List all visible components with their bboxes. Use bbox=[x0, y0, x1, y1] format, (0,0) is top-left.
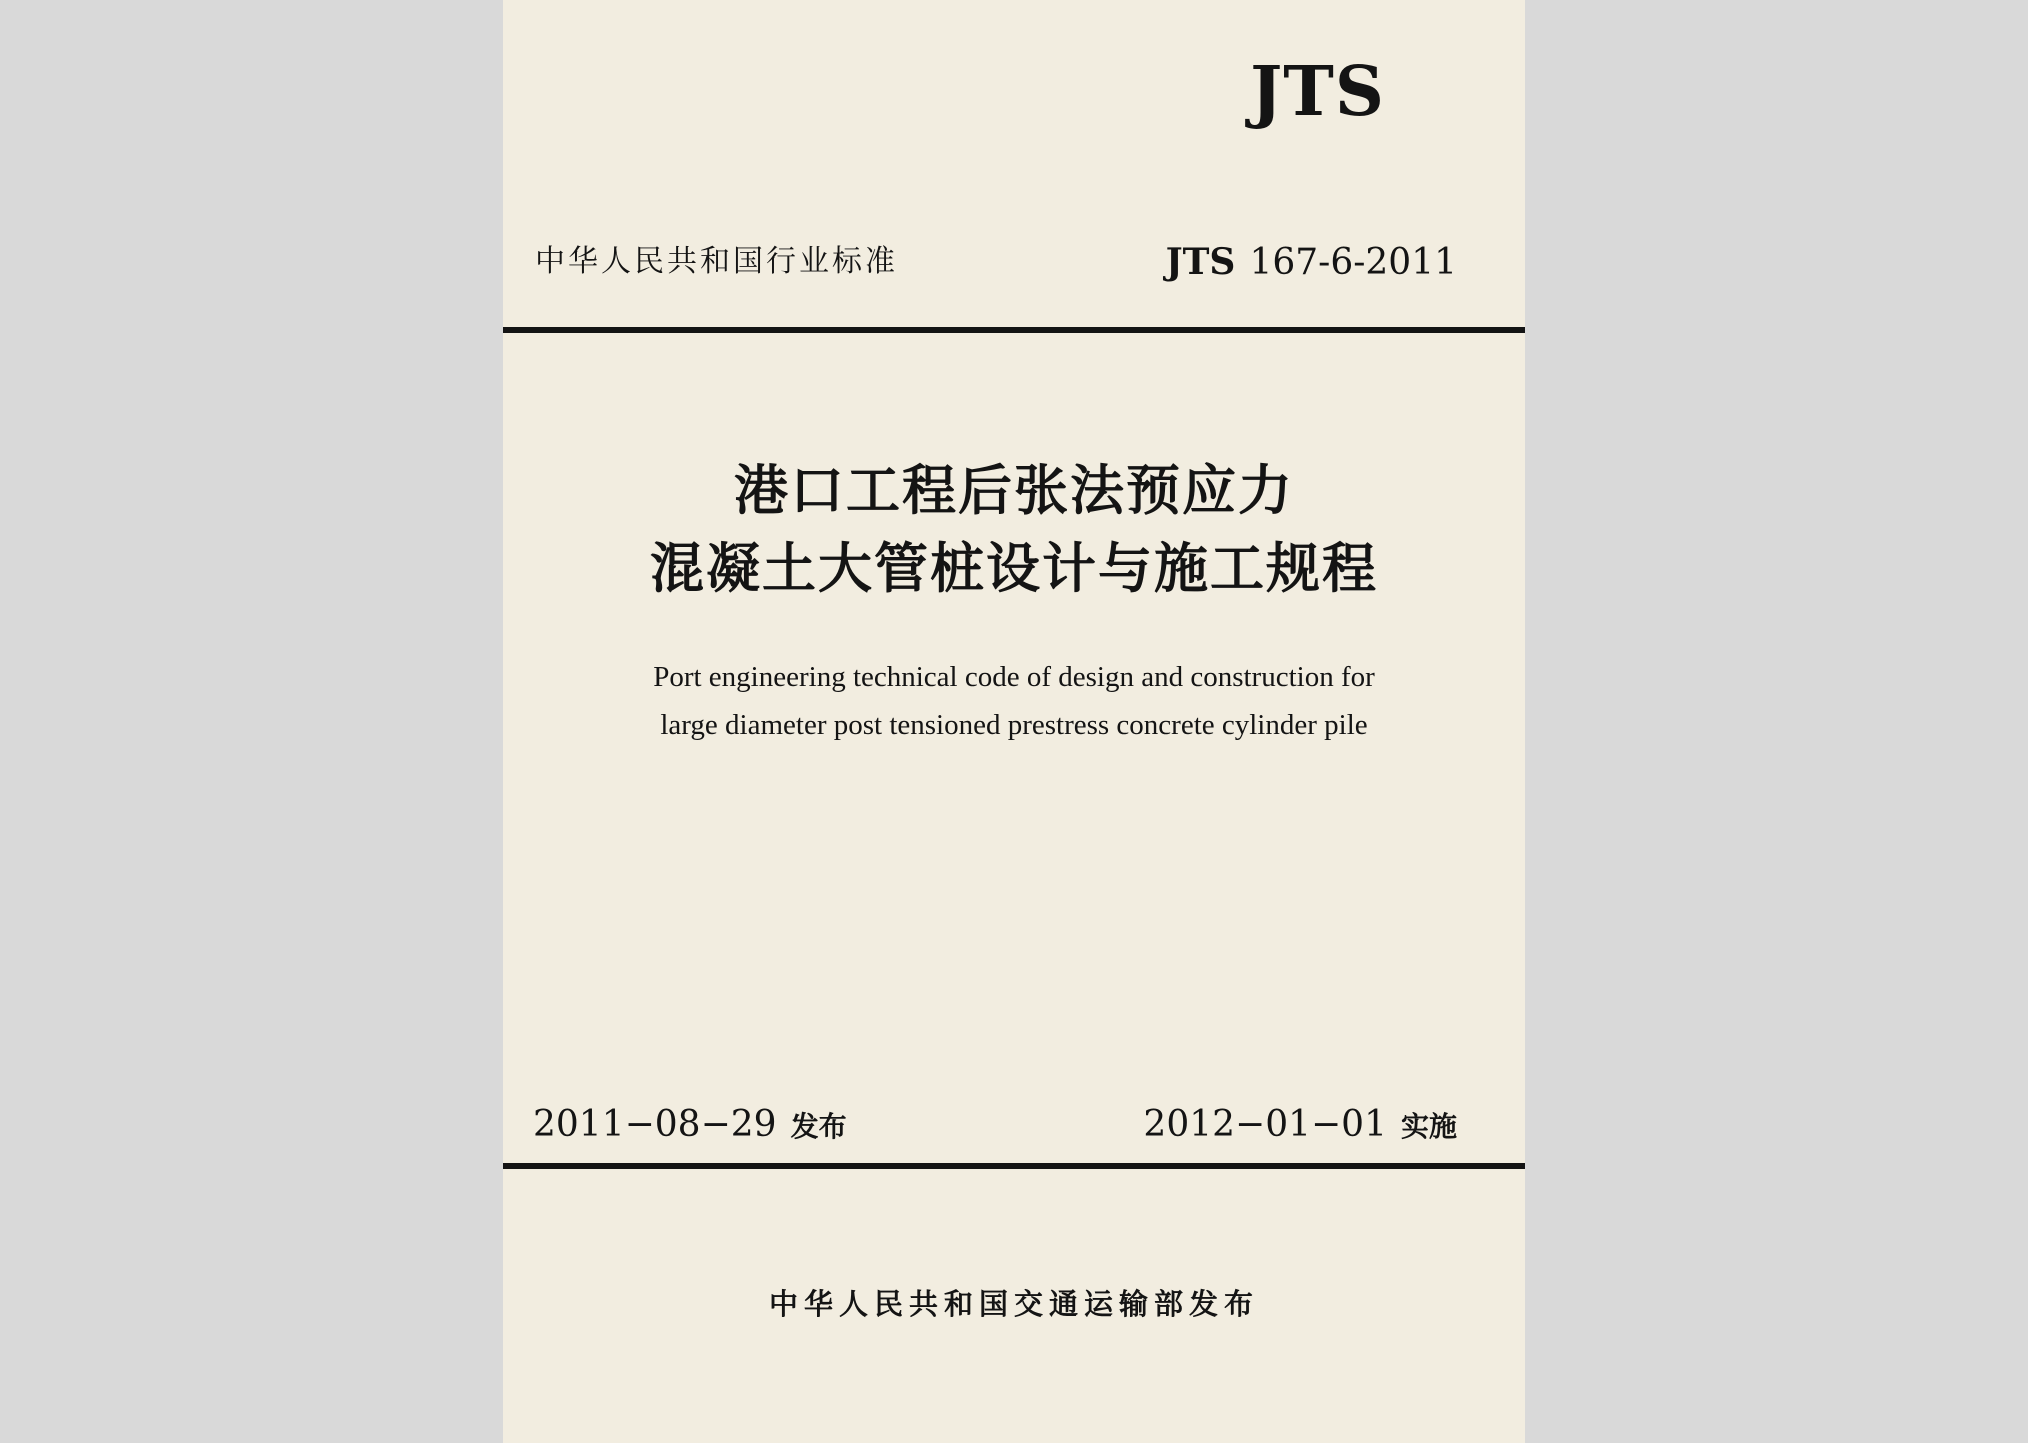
bottom-divider bbox=[503, 1163, 1525, 1169]
title-en-line2: large diameter post tensioned prestress concrete cylinder pile bbox=[660, 709, 1368, 741]
top-divider bbox=[503, 327, 1525, 333]
release-label: 发布 bbox=[790, 1110, 847, 1143]
title-cn-line1: 港口工程后张法预应力 bbox=[734, 459, 1294, 522]
jts-logo: JTS bbox=[1250, 52, 1385, 132]
release-date-value: 2011−08−29 bbox=[533, 1104, 777, 1145]
title-cn-line2: 混凝土大管桩设计与施工规程 bbox=[650, 537, 1378, 600]
effective-date-value: 2012−01−01 bbox=[1143, 1104, 1387, 1145]
effective-date bbox=[1143, 1104, 1457, 1145]
effective-label: 实施 bbox=[1400, 1110, 1457, 1143]
standard-cover bbox=[503, 0, 1525, 1443]
standard-code-prefix: JTS bbox=[1165, 241, 1236, 283]
release-date bbox=[533, 1104, 847, 1145]
standard-category: 中华人民共和国行业标准 bbox=[535, 244, 898, 279]
standard-code bbox=[1165, 241, 1457, 283]
standard-code-number: 167-6-2011 bbox=[1249, 242, 1457, 283]
publisher: 中华人民共和国交通运输部发布 bbox=[768, 1287, 1259, 1321]
title-en-line1: Port engineering technical code of design and construction for bbox=[653, 661, 1375, 693]
